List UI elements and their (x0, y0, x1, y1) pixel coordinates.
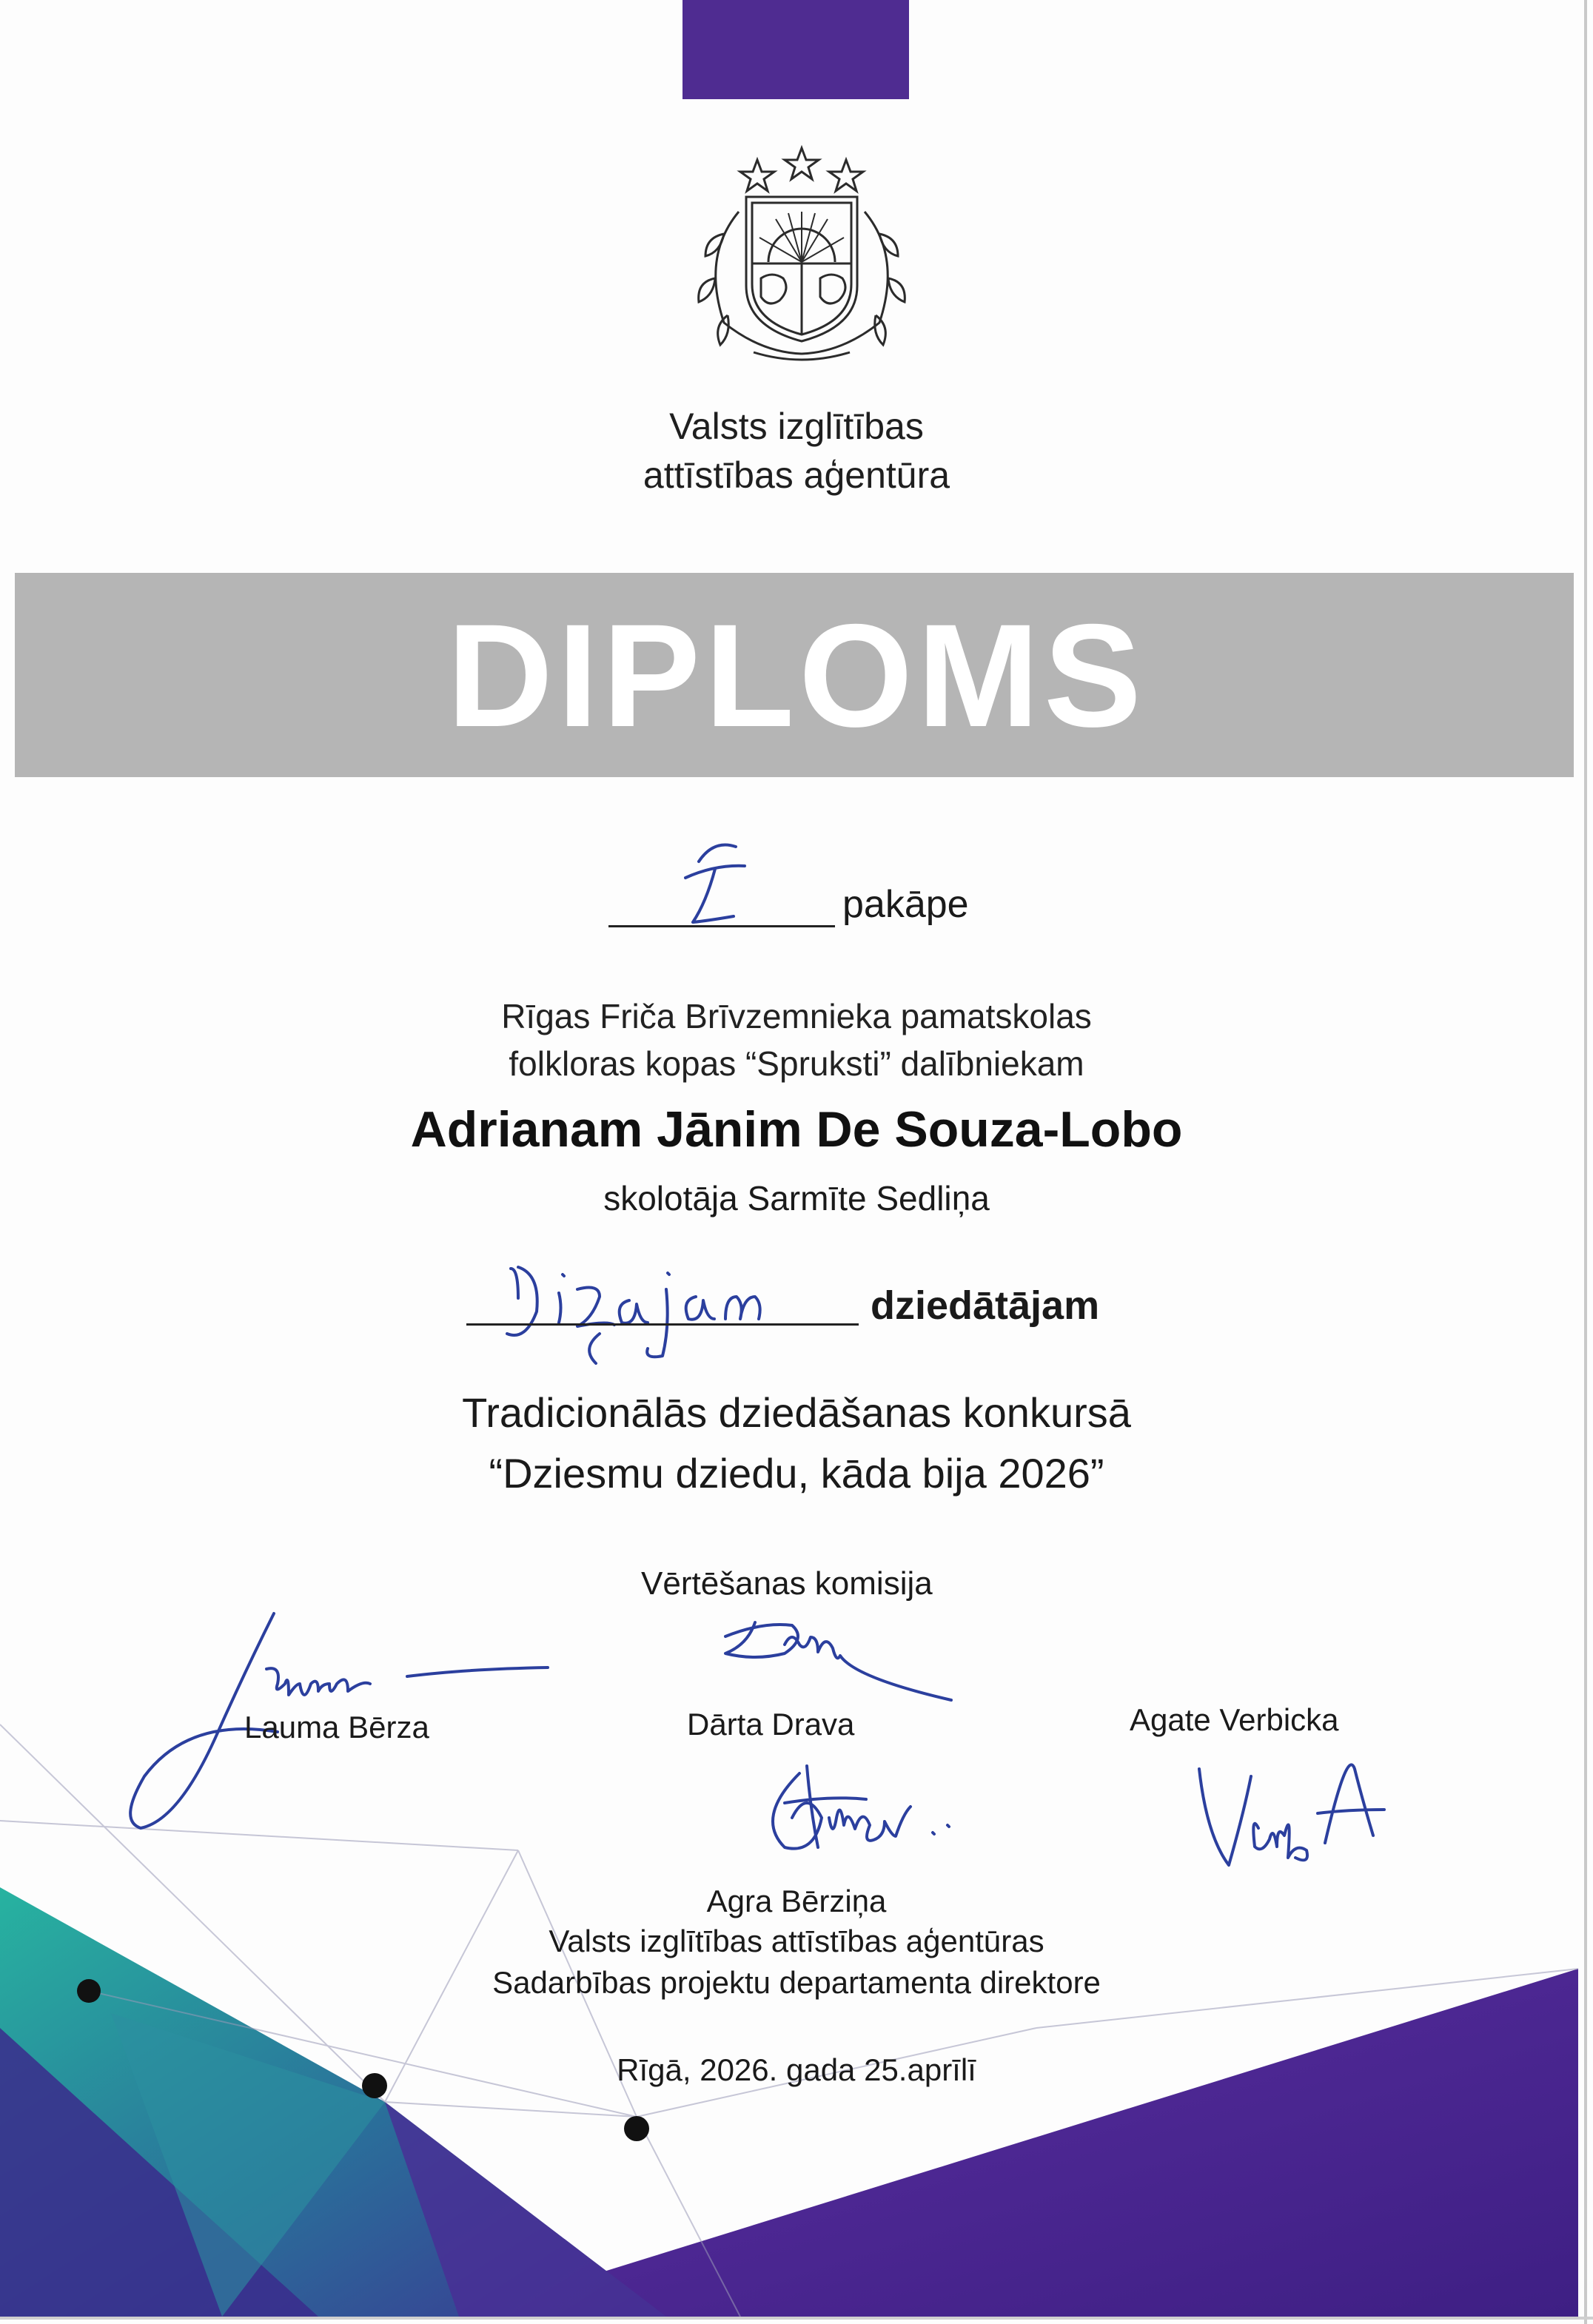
document-title: DIPLOMS (446, 594, 1147, 757)
accent-bar (683, 0, 909, 99)
agency-name-line1: Valsts izglītības (669, 406, 924, 447)
signature-agra-berzina (755, 1759, 992, 1870)
place-and-date: Rīgā, 2026. gada 25.aprīlī (617, 2052, 976, 2087)
signature-darta-drava (696, 1608, 977, 1719)
signature-agate-verbicka (1184, 1747, 1406, 1887)
handwritten-degree (671, 832, 767, 950)
page-edge (0, 2317, 1593, 2320)
degree-label: pakāpe (842, 883, 969, 926)
signatory-role-line1: Valsts izglītības attīstības aģentūras (549, 1924, 1044, 1958)
contest-line1: Tradicionālās dziedāšanas konkursā (462, 1389, 1131, 1436)
degree-underline (608, 925, 835, 927)
commission-heading: Vērtēšanas komisija (641, 1565, 933, 1602)
contest-line2: “Dziesmu dziedu, kāda bija 2026” (489, 1450, 1104, 1497)
commission-member-2: Dārta Drava (687, 1707, 855, 1742)
agency-name-line2: attīstības aģentūra (643, 454, 950, 496)
signatory-name: Agra Bērziņa (706, 1884, 887, 1918)
recipient-name: Adrianam Jānim De Souza-Lobo (410, 1101, 1183, 1158)
commission-member-1: Lauma Bērza (244, 1710, 429, 1744)
award-underline (466, 1323, 859, 1326)
latvia-coat-of-arms-icon (672, 138, 931, 375)
signatory-role-line2: Sadarbības projektu departamenta direktore (492, 1965, 1101, 2000)
school-line2: folkloras kopas “Spruksti” dalībniekam (509, 1044, 1084, 1083)
school-line1: Rīgas Friča Brīvzemnieka pamatskolas (501, 997, 1092, 1035)
award-label: dziedātājam (871, 1283, 1100, 1328)
commission-member-3: Agate Verbicka (1130, 1702, 1339, 1737)
handwritten-award (489, 1237, 829, 1371)
teacher-name: skolotāja Sarmīte Sedliņa (603, 1179, 990, 1218)
